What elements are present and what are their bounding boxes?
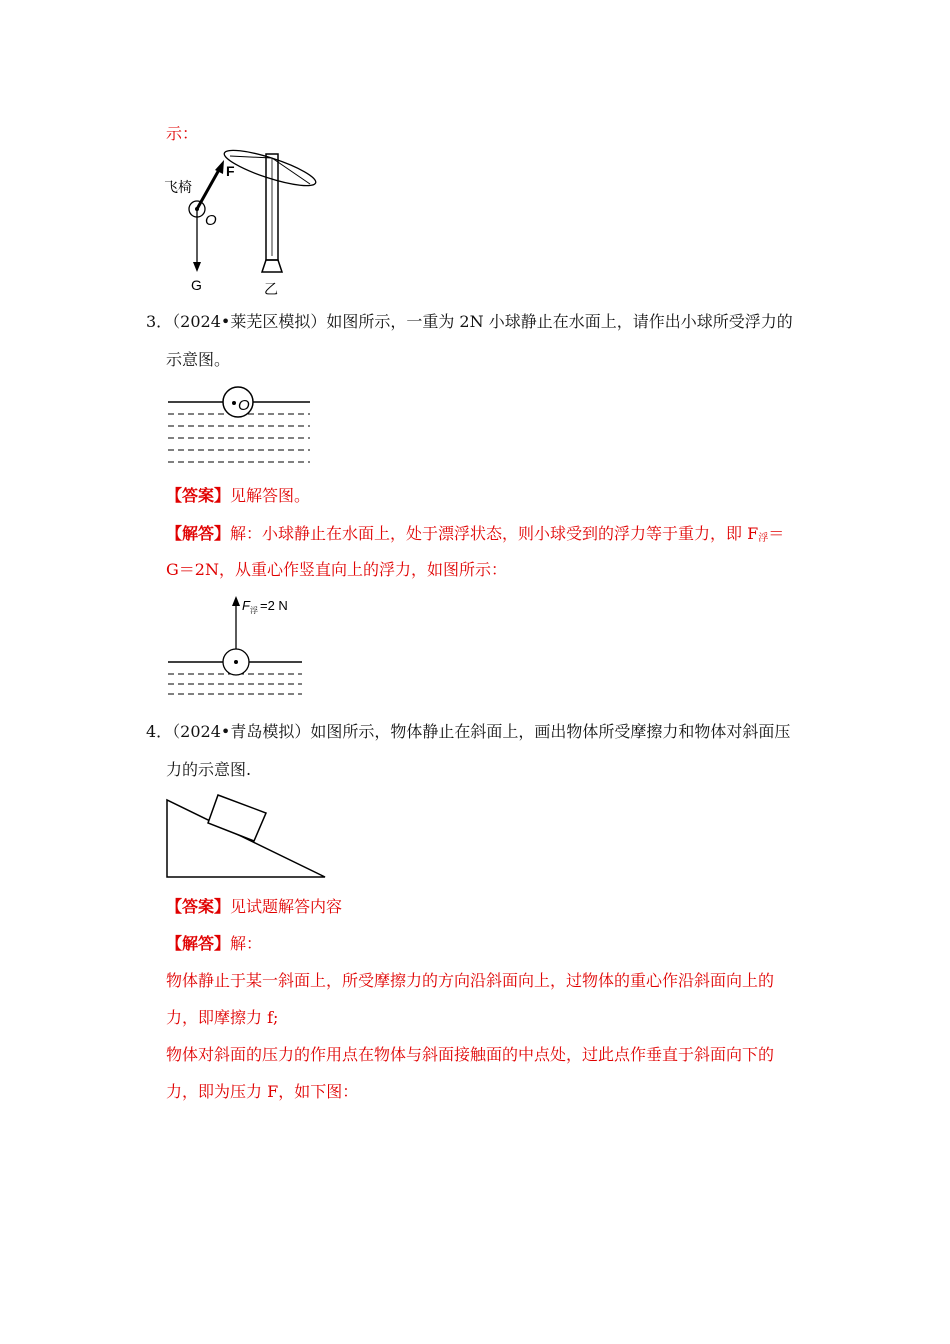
q3-answer — [166, 486, 310, 506]
chair-label: 飞椅 — [164, 179, 192, 195]
gravity-g-label: G — [191, 277, 202, 293]
q4-solution-p1-line1: 物体静止于某一斜面上，所受摩擦力的方向沿斜面向上，过物体的重心作沿斜面向上的 — [166, 971, 775, 990]
q4-stem-line1: 4．（2024•青岛模拟）如图所示，物体静止在斜面上，画出物体所受摩擦力和物体对斜面压 — [146, 722, 791, 741]
q3-solution-text-b: ＝ — [768, 524, 785, 543]
flying-chair-figure — [160, 148, 330, 298]
q3-answer-text: 见解答图。 — [230, 486, 311, 505]
q4-stem-line2: 力的示意图. — [166, 760, 252, 779]
q4-solution-p2-line2: 力，即为压力 F，如下图： — [166, 1082, 359, 1101]
prev-answer-tail: 示： — [166, 124, 199, 143]
point-o-label: O — [205, 212, 217, 229]
q3-solution-tag: 【解答】 — [166, 524, 231, 543]
buoyant-force-f: F — [242, 598, 250, 613]
buoyancy-answer-figure — [160, 590, 320, 702]
buoyant-force-value: =2 N — [260, 598, 288, 613]
q4-solution-head-text: 解： — [230, 934, 263, 953]
ball-on-water-figure — [160, 380, 320, 470]
q4-solution-p1-line2: 力，即摩擦力 f; — [166, 1008, 279, 1027]
block-on-incline-figure — [160, 790, 332, 882]
q4-answer-text: 见试题解答内容 — [230, 897, 343, 916]
buoyant-force-sub: 浮 — [250, 606, 258, 615]
q4-answer-tag: 【答案】 — [166, 897, 231, 916]
q3-solution-line2: G＝2N，从重心作竖直向上的浮力，如图所示： — [166, 560, 507, 579]
q4-solution-tag: 【解答】 — [166, 934, 231, 953]
q4-answer — [166, 897, 342, 917]
q3-stem-line2: 示意图。 — [166, 350, 231, 369]
q3-stem-line1: 3．（2024•莱芜区模拟）如图所示，一重为 2N 小球静止在水面上，请作出小球所受浮力的 — [146, 312, 793, 331]
q3-answer-tag: 【答案】 — [166, 486, 231, 505]
q3-solution-line1 — [166, 524, 784, 549]
q3-solution-sub: 浮 — [758, 533, 769, 544]
q4-solution-p2-line1: 物体对斜面的压力的作用点在物体与斜面接触面的中点处，过此点作垂直于斜面向下的 — [166, 1045, 775, 1064]
ball-point-label: O — [238, 397, 250, 414]
q3-solution-text-a: 解：小球静止在水面上，处于漂浮状态，则小球受到的浮力等于重力，即 F — [230, 524, 759, 543]
force-f-label: F — [226, 163, 235, 179]
pole-label: 乙 — [264, 281, 278, 297]
q4-solution-head — [166, 934, 262, 954]
